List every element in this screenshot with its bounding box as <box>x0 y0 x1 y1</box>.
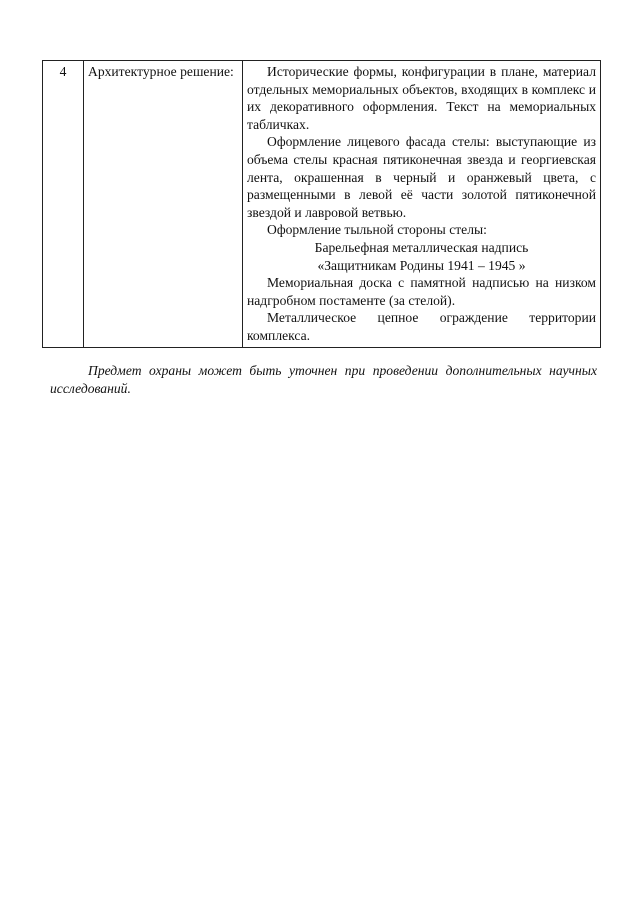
protection-subject-table <box>42 60 601 348</box>
row-number: 4 <box>43 61 84 348</box>
description-paragraph: Оформление лицевого фасада стелы: выступающие из объема стелы красная пятиконечная звезда и георгиевская лента, окрашенная в черный и оранжевый цвета, с размещенными в левой её части золотой пятиконечной звездой и лавровой ветвью. <box>247 134 596 220</box>
description-paragraph: Исторические формы, конфигурации в плане, материал отдельных мемориальных объектов, входящих в комплекс и их декоративного оформления. Текст на мемориальных табличках. <box>247 64 596 132</box>
description-paragraph: Оформление тыльной стороны стелы: <box>267 222 487 238</box>
inscription-line: «Защитникам Родины 1941 – 1945 » <box>317 257 526 273</box>
footnote-text: Предмет охраны может быть уточнен при проведении дополнительных научных исследований. <box>50 363 597 396</box>
description-paragraph: Металлическое цепное ограждение территории комплекса. <box>247 310 596 343</box>
inscription-line: Барельефная металлическая надпись <box>314 239 529 255</box>
table-row <box>43 61 601 348</box>
row-item-name: Архитектурное решение: <box>84 61 243 348</box>
row-description <box>243 61 601 348</box>
description-paragraph: Мемориальная доска с памятной надписью на низком надгробном постаменте (за стелой). <box>247 275 596 308</box>
